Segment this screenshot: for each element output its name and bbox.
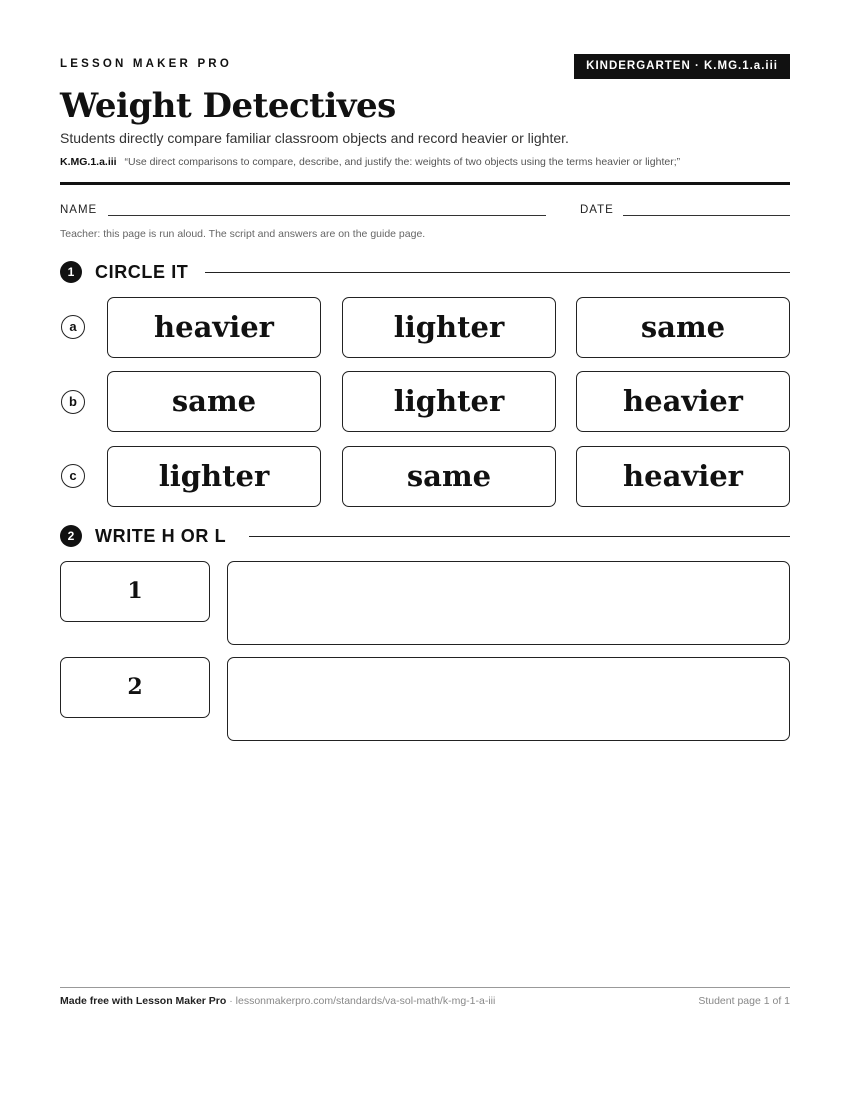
name-field[interactable]	[108, 215, 546, 216]
section-divider	[205, 272, 790, 273]
choice-lighter[interactable]: lighter	[342, 297, 556, 358]
answer-box[interactable]	[227, 561, 790, 645]
name-date-row	[60, 204, 790, 220]
worksheet-title: Weight Detectives	[60, 86, 396, 126]
standard-code: K.MG.1.a.iii	[60, 156, 117, 168]
brand-name: LESSON MAKER PRO	[60, 58, 232, 70]
choice-heavier[interactable]: heavier	[576, 446, 790, 507]
section-circle-it-header	[60, 260, 790, 284]
row-label-c: c	[61, 464, 85, 488]
choice-lighter[interactable]: lighter	[342, 371, 556, 432]
choice-lighter[interactable]: lighter	[107, 446, 321, 507]
item-number-box: 2	[60, 657, 210, 718]
standard-description: “Use direct comparisons to compare, describe, and justify the: weights of two objects using the terms heavier or lighter;”	[124, 156, 681, 168]
header-divider	[60, 182, 790, 185]
footer-page-number: Student page 1 of 1	[698, 995, 790, 1007]
choice-same[interactable]: same	[576, 297, 790, 358]
footer-credit	[60, 995, 495, 1007]
footer-separator: ·	[226, 995, 236, 1007]
answer-box[interactable]	[227, 657, 790, 741]
grade-standard-badge: KINDERGARTEN · K.MG.1.a.iii	[574, 54, 790, 79]
section-title: CIRCLE IT	[95, 262, 189, 282]
teacher-note: Teacher: this page is run aloud. The script and answers are on the guide page.	[60, 228, 426, 240]
worksheet-page	[60, 0, 790, 1100]
choice-heavier[interactable]: heavier	[107, 297, 321, 358]
footer-made-with: Made free with Lesson Maker Pro	[60, 995, 227, 1007]
date-label: DATE	[580, 204, 614, 216]
choice-heavier[interactable]: heavier	[576, 371, 790, 432]
section-divider	[249, 536, 790, 537]
section-number-badge: 2	[60, 525, 82, 547]
footer-url-link[interactable]: lessonmakerpro.com/standards/va-sol-math/k-mg-1-a-iii	[235, 995, 496, 1007]
section-title: WRITE H OR L	[95, 526, 227, 546]
row-label-b: b	[61, 390, 85, 414]
date-field[interactable]	[623, 215, 790, 216]
section-number-badge: 1	[60, 261, 82, 283]
name-label: NAME	[60, 204, 98, 216]
section-write-h-or-l-header	[60, 524, 790, 548]
choice-same[interactable]: same	[107, 371, 321, 432]
footer-divider	[60, 987, 790, 988]
standard-line	[60, 156, 680, 168]
row-label-a: a	[61, 315, 85, 339]
item-number-box: 1	[60, 561, 210, 622]
worksheet-subtitle: Students directly compare familiar classroom objects and record heavier or lighter.	[60, 130, 569, 146]
choice-same[interactable]: same	[342, 446, 556, 507]
